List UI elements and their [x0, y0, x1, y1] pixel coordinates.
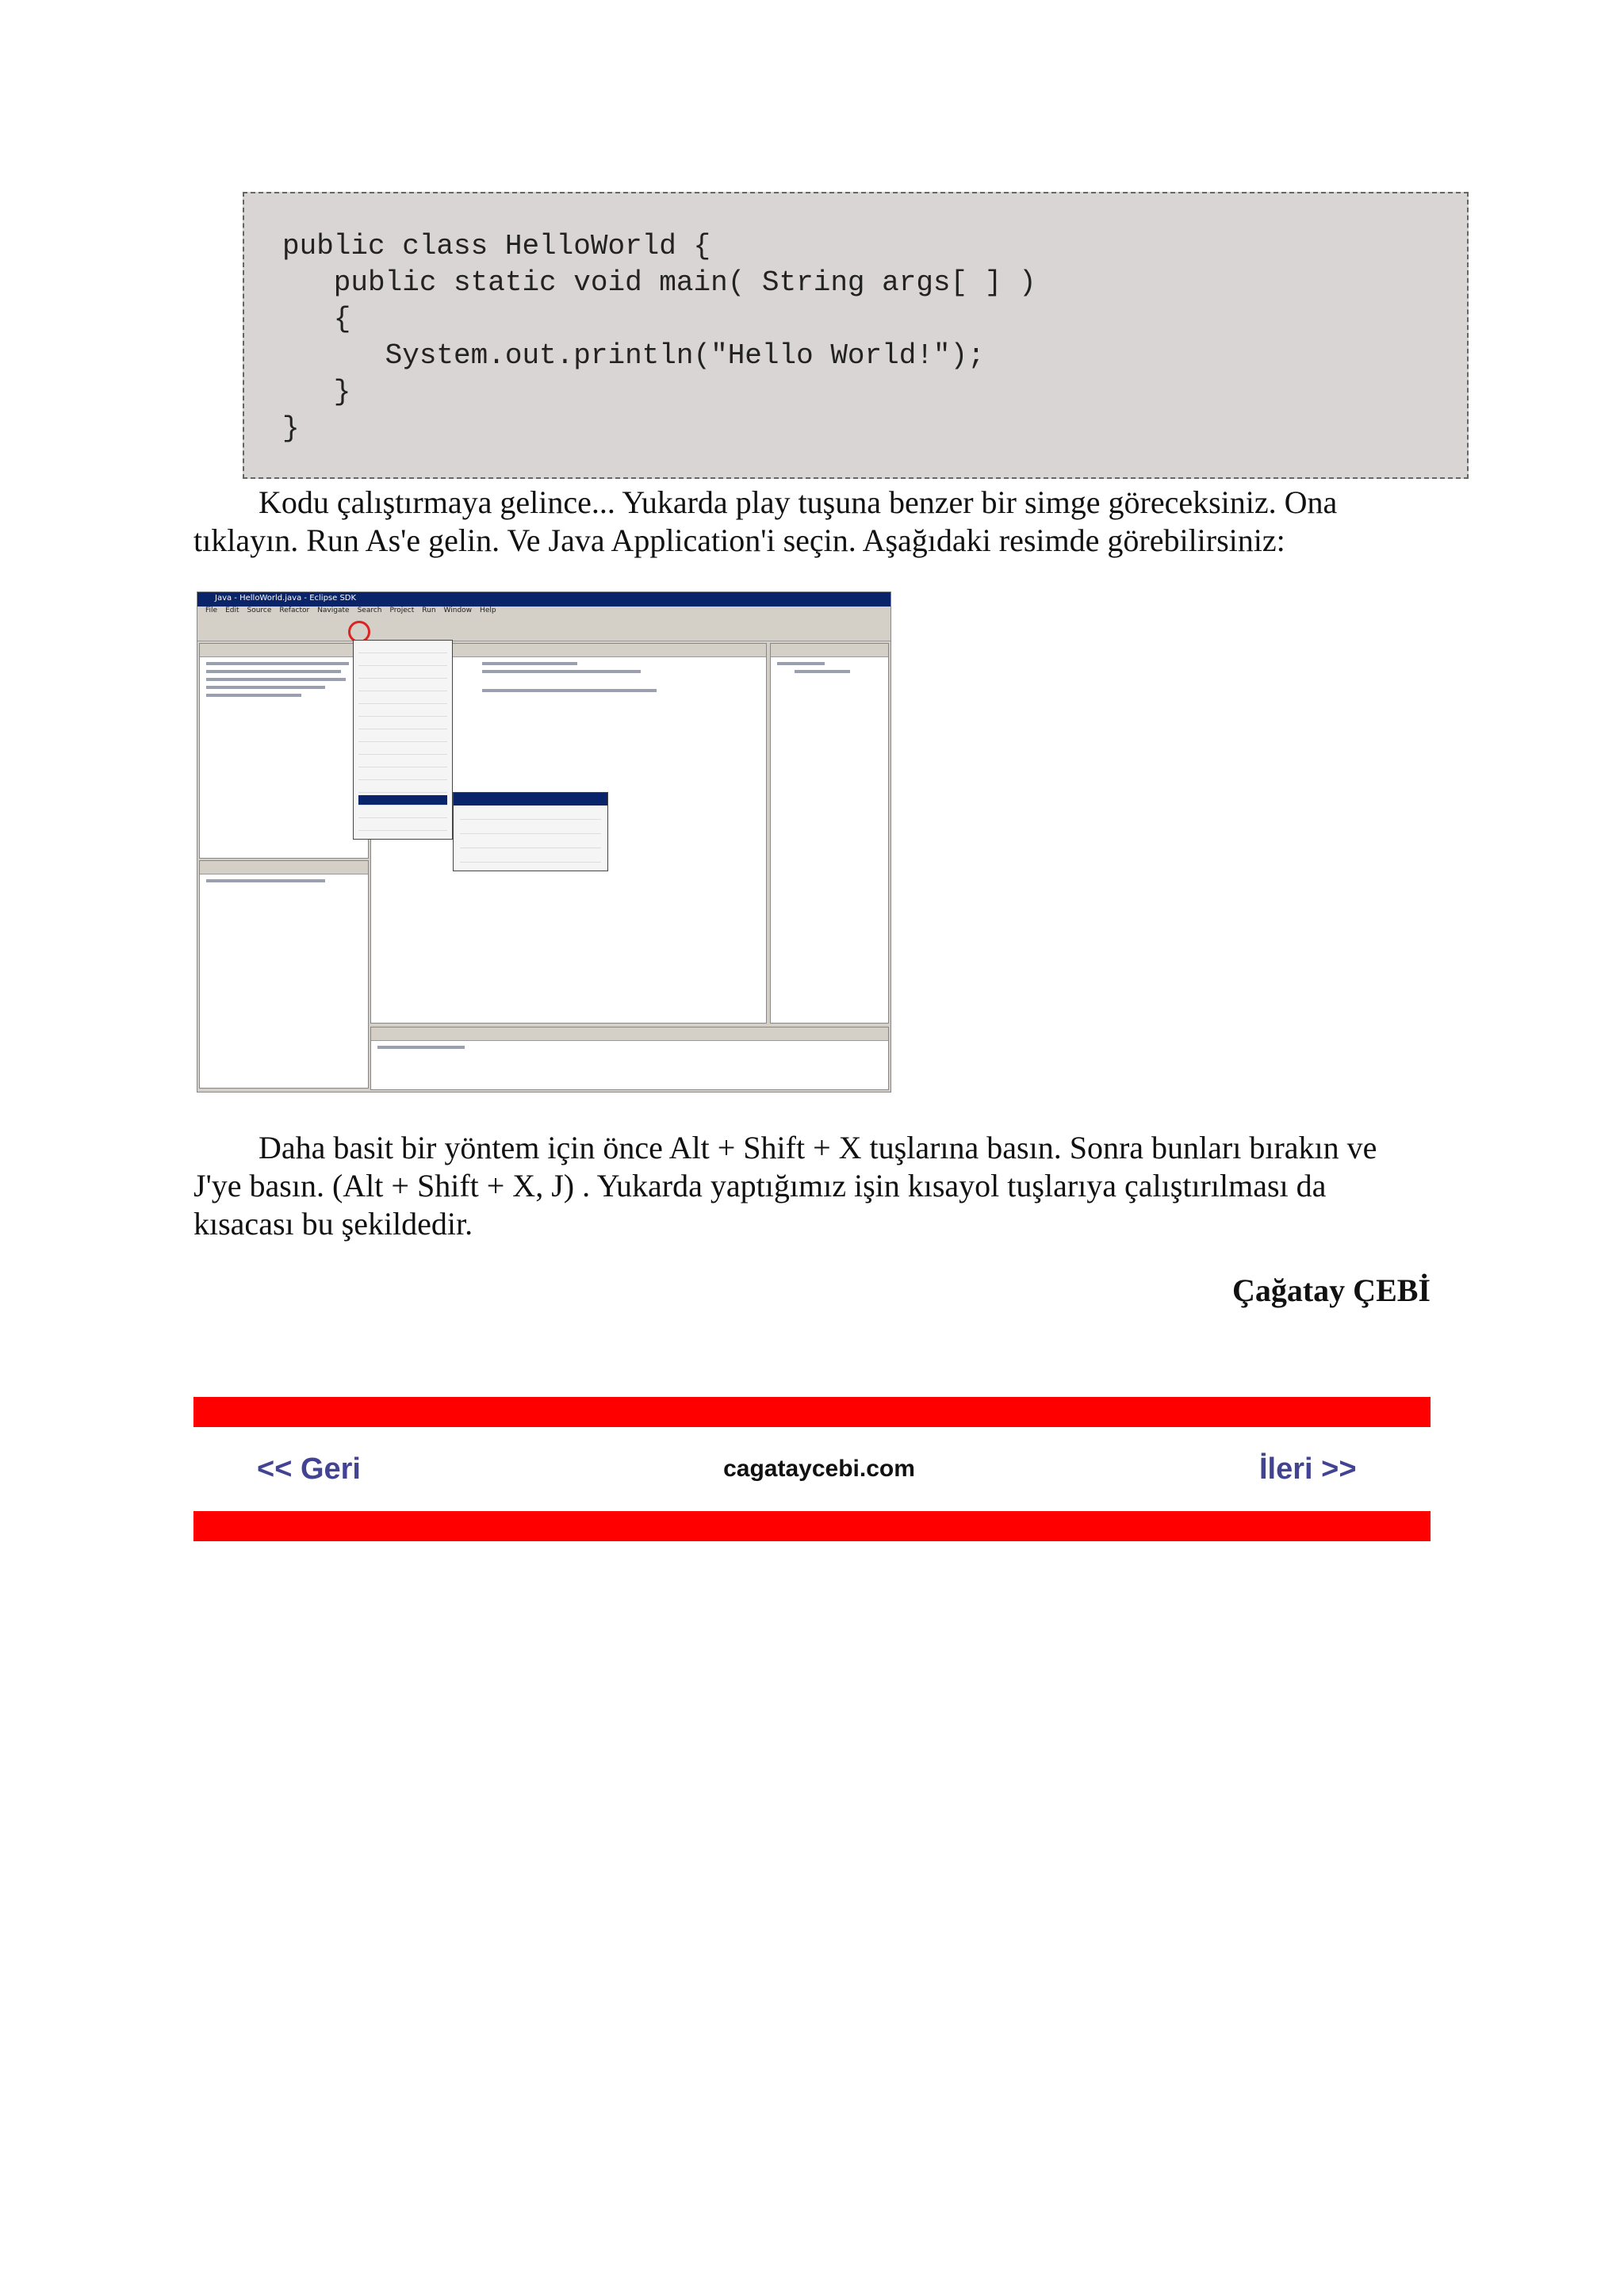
paragraph-shortcut: Daha basit bir yöntem için önce Alt + Shift + X tuşlarına basın. Sonra bunları bırakın ve J'ye basın. (Alt + Shift + X, J) . Yukarda yaptığımız işin kısayol tuşlarıya çalıştırılması da kısacası bu şekildedir.	[193, 1130, 1377, 1242]
screenshot-run-dropdown	[353, 640, 453, 840]
next-link[interactable]: İleri >>	[1259, 1452, 1357, 1486]
screenshot-package-explorer	[199, 643, 369, 859]
footer-top-bar	[193, 1397, 1431, 1427]
screenshot-console	[370, 1027, 889, 1090]
author-name: Çağatay ÇEBİ	[1231, 1272, 1431, 1308]
screenshot-outline	[770, 643, 889, 1024]
footer-bottom-bar	[193, 1511, 1431, 1541]
eclipse-screenshot	[197, 591, 891, 1093]
code-block	[243, 192, 1469, 479]
paragraph-run-instructions: Kodu çalıştırmaya gelince... Yukarda play tuşuna benzer bir simge göreceksiniz. Ona tıklayın. Run As'e gelin. Ve Java Application'i seçin. Aşağıdaki resimde görebilirsiniz:	[193, 484, 1338, 558]
screenshot-run-as-submenu	[453, 792, 608, 871]
screenshot-menu-bar: File Edit Source Refactor Navigate Search Project Run Window Help	[197, 607, 891, 619]
screenshot-java-beans-view	[199, 860, 369, 1089]
back-link[interactable]: << Geri	[257, 1452, 361, 1486]
code-text: public class HelloWorld { public static void main( String args[ ] ) { System.out.println("Hello World!"); } }	[282, 230, 1036, 445]
screenshot-toolbar	[197, 619, 891, 641]
site-name: cagataycebi.com	[723, 1456, 915, 1482]
screenshot-title-bar: Java - HelloWorld.java - Eclipse SDK	[197, 592, 891, 607]
